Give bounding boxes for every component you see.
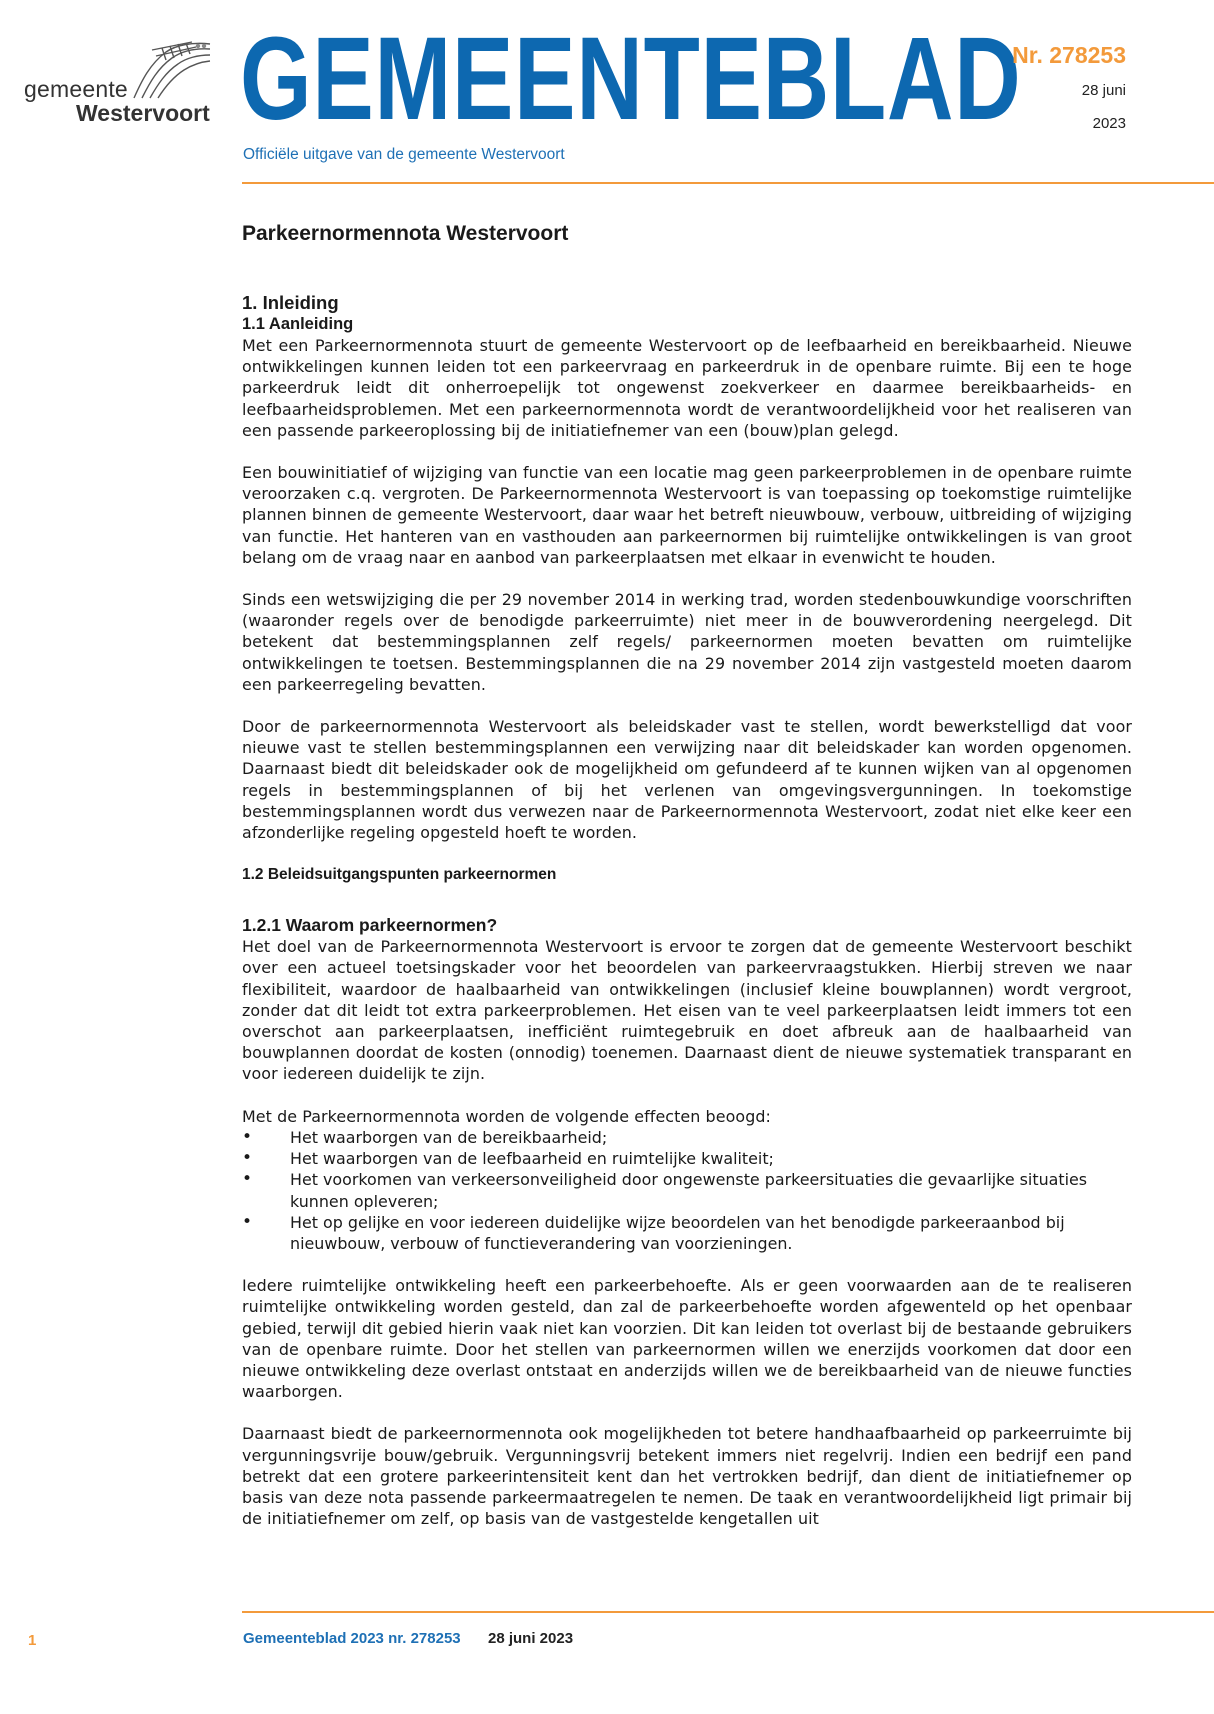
footer-date: 28 juni 2023 xyxy=(488,1630,574,1647)
issue-year: 2023 xyxy=(1092,115,1126,132)
document-title: Parkeernormennota Westervoort xyxy=(242,222,569,245)
paragraph-4: Door de parkeernormennota Westervoort als beleidskader vast te stellen, wordt bewerkstelligd dat voor nieuwe vast te stellen bestemmingsplannen een verwijzing naar dit beleidskader kan worden opgenomen. Daarnaast biedt dit beleidskader ook de mogelijkheid om gefundeerd af te kunnen wijken van al opgenomen regels in bestemmingsplannen of bij het verlenen van omgevingsvergunningen. In toekomstige bestemmingsplannen wordt dus verwezen naar de Parkeernormennota Westervoort, zodat niet elke keer een afzonderlijke regeling opgesteld hoeft te worden. xyxy=(242,717,1132,843)
westervoort-logo-icon xyxy=(132,40,214,100)
list-item: • Het voorkomen van verkeersonveiligheid door ongewenste parkeersituaties die gevaarlijke situaties kunnen opleveren; xyxy=(242,1169,1132,1211)
paragraph-5: Het doel van de Parkeernormennota Westervoort is ervoor te zorgen dat de gemeente Westervoort beschikt over een actueel toetsingskader voor het beoordelen van parkeervraagstukken. Hierbij streven we naar flexibiliteit, waardoor de haalbaarheid van ontwikkelingen (inclusief kleine bouwplannen) wordt vergroot, zonder dat dit leidt tot extra parkeerproblemen. Het eisen van te veel parkeerplaatsen leidt immers tot een overschot aan parkeerplaatsen, inefficiënt ruimtegebruik en doet afbreuk aan de haalbaarheid van bouwplannen doordat de kosten (onnodig) toenemen. Daarnaast dient de nieuwe systematiek transparant en voor iedereen duidelijk te zijn. xyxy=(242,937,1132,1084)
issue-number: Nr. 278253 xyxy=(1012,42,1126,68)
section-heading-1-1: 1.1 Aanleiding xyxy=(242,315,354,333)
paragraph-2: Een bouwinitiatief of wijziging van functie van een locatie mag geen parkeerproblemen in de openbare ruimte veroorzaken c.q. vergroten. De Parkeernormennota Westervoort is van toepassing op toekomstige ruimtelijke plannen binnen de gemeente Westervoort, daar waar het betreft nieuwbouw, verbouw, uitbreiding of wijziging van functie. Het hanteren van en vasthouden aan parkeernormen bij ruimtelijke ontwikkelingen is van groot belang om de vraag naar en aanbod van parkeerplaatsen met elkaar in evenwicht te houden. xyxy=(242,463,1132,567)
list-item: • Het waarborgen van de bereikbaarheid; xyxy=(242,1127,1132,1148)
logo-text-westervoort: Westervoort xyxy=(76,100,210,126)
paragraph-3: Sinds een wetswijziging die per 29 november 2014 in werking trad, worden stedenbouwkundige voorschriften (waaronder regels over de benodigde parkeerruimte) niet meer in de bouwverordening neergelegd. Dit betekent dat bestemmingsplannen zelf regels/ parkeernormen moeten bevatten om ruimtelijke ontwikkelingen te toetsen. Bestemmingsplannen die na 29 november 2014 zijn vastgesteld moeten daarom een parkeerregeling bevatten. xyxy=(242,590,1132,694)
paragraph-1: Met een Parkeernormennota stuurt de gemeente Westervoort op de leefbaarheid en bereikbaarheid. Nieuwe ontwikkelingen kunnen leiden tot een parkeervraag en parkeerdruk in de openbare ruimte. Bij een te hoge parkeerdruk leidt dit onherroepelijk tot ongewenst zoekverkeer en daarmee bereikbaarheids- en leefbaarheidsproblemen. Met een parkeernormennota wordt de verantwoordelijkheid voor het realiseren van een passende parkeeroplossing bij de initiatiefnemer van een (bouw)plan gelegd. xyxy=(242,336,1132,440)
list-item: • Het waarborgen van de leefbaarheid en ruimtelijke kwaliteit; xyxy=(242,1148,1132,1169)
list-item: • Het op gelijke en voor iedereen duidelijke wijze beoordelen van het benodigde parkeeraanbod bij nieuwbouw, verbouw of functieverandering van voorzieningen. xyxy=(242,1212,1132,1254)
page-number: 1 xyxy=(28,1632,37,1649)
paragraph-8: Daarnaast biedt de parkeernormennota ook mogelijkheden tot betere handhaafbaarheid op parkeerruimte bij vergunningsvrije bouw/gebruik. Vergunningsvrij betekent immers niet regelvrij. Indien een bedrijf een pand betrekt dat een grotere parkeerintensiteit kent dan het vertrokken bedrijf, dan dient de initiatiefnemer op basis van deze nota passende parkeermaatregelen te nemen. De taak en verantwoordelijkheid ligt primair bij de initiatiefnemer om zelf, op basis van de vastgestelde kengetallen uit xyxy=(242,1424,1132,1529)
paragraph-7: Iedere ruimtelijke ontwikkeling heeft een parkeerbehoefte. Als er geen voorwaarden aan de te realiseren ruimtelijke ontwikkeling worden gesteld, dan zal de parkeerbehoefte worden afgewenteld op het openbaar gebied, terwijl dit gebied hierin vaak niet kan voorzien. Dit kan leiden tot overlast bij de bestaande gebruikers van de openbare ruimte. Door het stellen van parkeernormen willen we enerzijds voorkomen dat door een nieuwe ontwikkeling deze overlast ontstaat en anderzijds willen we de bereikbaarheid van de nieuwe functies waarborgen. xyxy=(242,1276,1132,1402)
effects-list xyxy=(242,1127,1132,1254)
issue-day: 28 juni xyxy=(1081,82,1126,99)
masthead-subtitle: Officiële uitgave van de gemeente Westervoort xyxy=(243,146,565,163)
footer-divider xyxy=(242,1611,1214,1613)
document-body xyxy=(242,222,1132,1550)
section-heading-1: 1. Inleiding xyxy=(242,292,339,313)
paragraph-6: Met de Parkeernormennota worden de volgende effecten beoogd: xyxy=(242,1106,771,1126)
municipality-logo xyxy=(24,40,214,130)
section-heading-1-2: 1.2 Beleidsuitgangspunten parkeernormen xyxy=(242,866,557,884)
logo-text-gemeente: gemeente xyxy=(24,76,128,102)
masthead-title: GEMEENTEBLAD xyxy=(240,13,1022,145)
section-heading-1-2-1: 1.2.1 Waarom parkeernormen? xyxy=(242,915,498,936)
header-divider xyxy=(242,182,1214,184)
footer-publication: Gemeenteblad 2023 nr. 278253 xyxy=(243,1630,461,1647)
